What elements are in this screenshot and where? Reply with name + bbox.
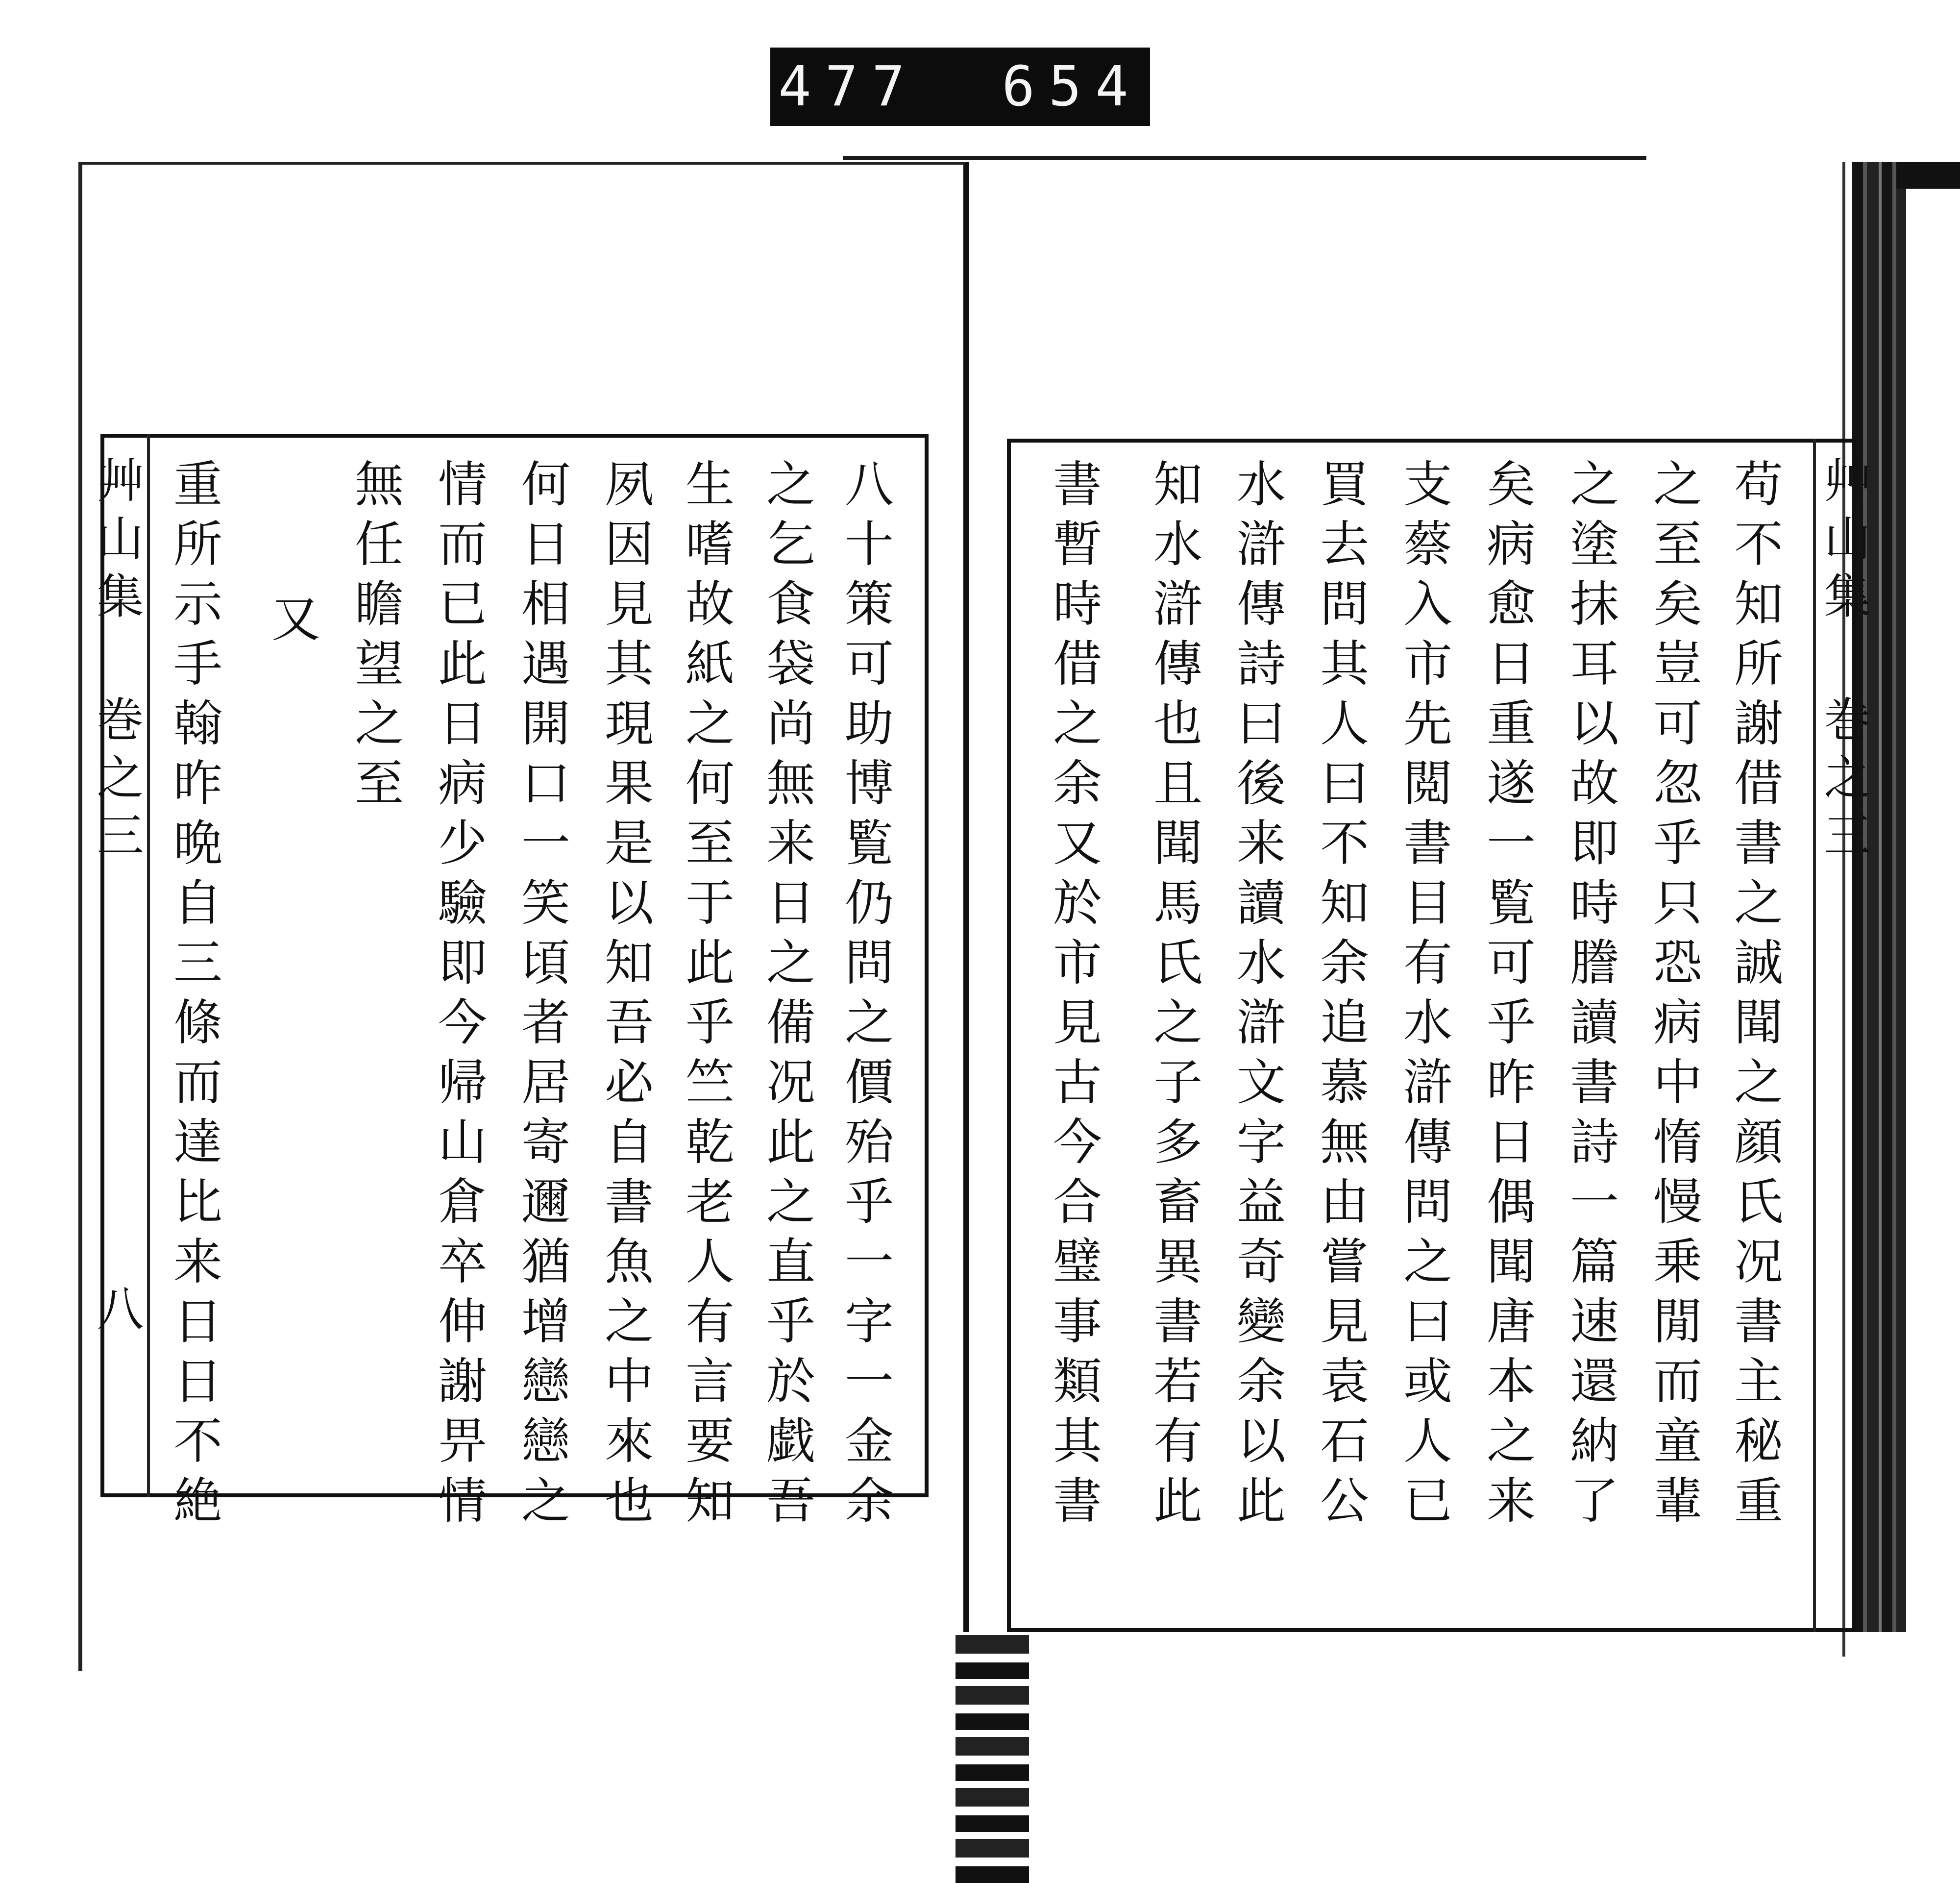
left-page-margin-title: 艸山集 巻之三: [89, 456, 144, 868]
left-text-column: 夙因見其現果是以知吾必自書魚之中來也: [596, 458, 654, 1535]
left-page-folio: 八: [89, 1284, 144, 1342]
book-spine: [963, 162, 969, 1828]
catalog-number-label: [770, 48, 1150, 126]
right-text-column: 支蔡入市先閲書目有水滸傳問之曰或人已: [1395, 458, 1452, 1535]
right-page-margin-rule: [1813, 439, 1816, 1632]
page-left-outer-edge: [78, 162, 82, 1671]
right-text-column: 之塗抹耳以故即時謄讀書詩一篇速還納了: [1562, 458, 1619, 1535]
right-page-margin-title: 艸山集 巻之三: [1816, 456, 1871, 868]
spine-binding-texture: [956, 1632, 1029, 1883]
page-left-top-edge: [78, 162, 965, 165]
left-text-column: 情而已此日病少驗即今帰山倉卒伸謝畀情: [430, 458, 487, 1535]
page-right-tab: [1896, 162, 1960, 189]
right-text-column: 書暫時借之余又於市見古今合璧事類其書: [1045, 458, 1102, 1535]
right-text-column: 水滸傳詩曰後来讀水滸文字益奇變余以此: [1228, 458, 1286, 1535]
left-text-column: 生嗜故紙之何至于此乎竺乾老人有言要知: [677, 458, 735, 1535]
right-text-column: 買去問其人曰不知余追慕無由嘗見袁石公: [1312, 458, 1369, 1535]
left-text-column: 無任瞻望之至: [346, 458, 404, 817]
book-top-edge: [843, 156, 1646, 160]
page-right-fore-edge: [1852, 162, 1906, 1632]
left-section-heading: 又: [263, 593, 320, 653]
right-text-column: 之至矣豈可忽乎只恐病中惰慢乗閒而童輩: [1645, 458, 1702, 1535]
catalog-number-right: 654: [1002, 55, 1142, 119]
left-text-column: 八十策可助博覧仍問之價殆乎一字一金余: [836, 458, 894, 1535]
left-text-column: 之乞食袋尚無来日之備况此之直乎於戯吾: [758, 458, 815, 1535]
right-text-column: 知水滸傳也且聞馬氏之子多畜異書若有此: [1145, 458, 1202, 1535]
catalog-number-left: 477: [778, 55, 919, 119]
right-text-column: 苟不知所謝借書之誠聞之顔氏况書主秘重: [1726, 458, 1783, 1535]
left-page-margin-rule: [147, 434, 150, 1497]
left-text-column: 何日相遇開口一笑頃者居寄邇猶增戀戀之: [513, 458, 570, 1535]
left-text-column: 重所示手翰昨晩自三條而達比来日日不絶: [165, 458, 222, 1535]
right-text-column: 矣病愈日重遂一覧可乎昨日偶聞唐本之来: [1478, 458, 1536, 1535]
